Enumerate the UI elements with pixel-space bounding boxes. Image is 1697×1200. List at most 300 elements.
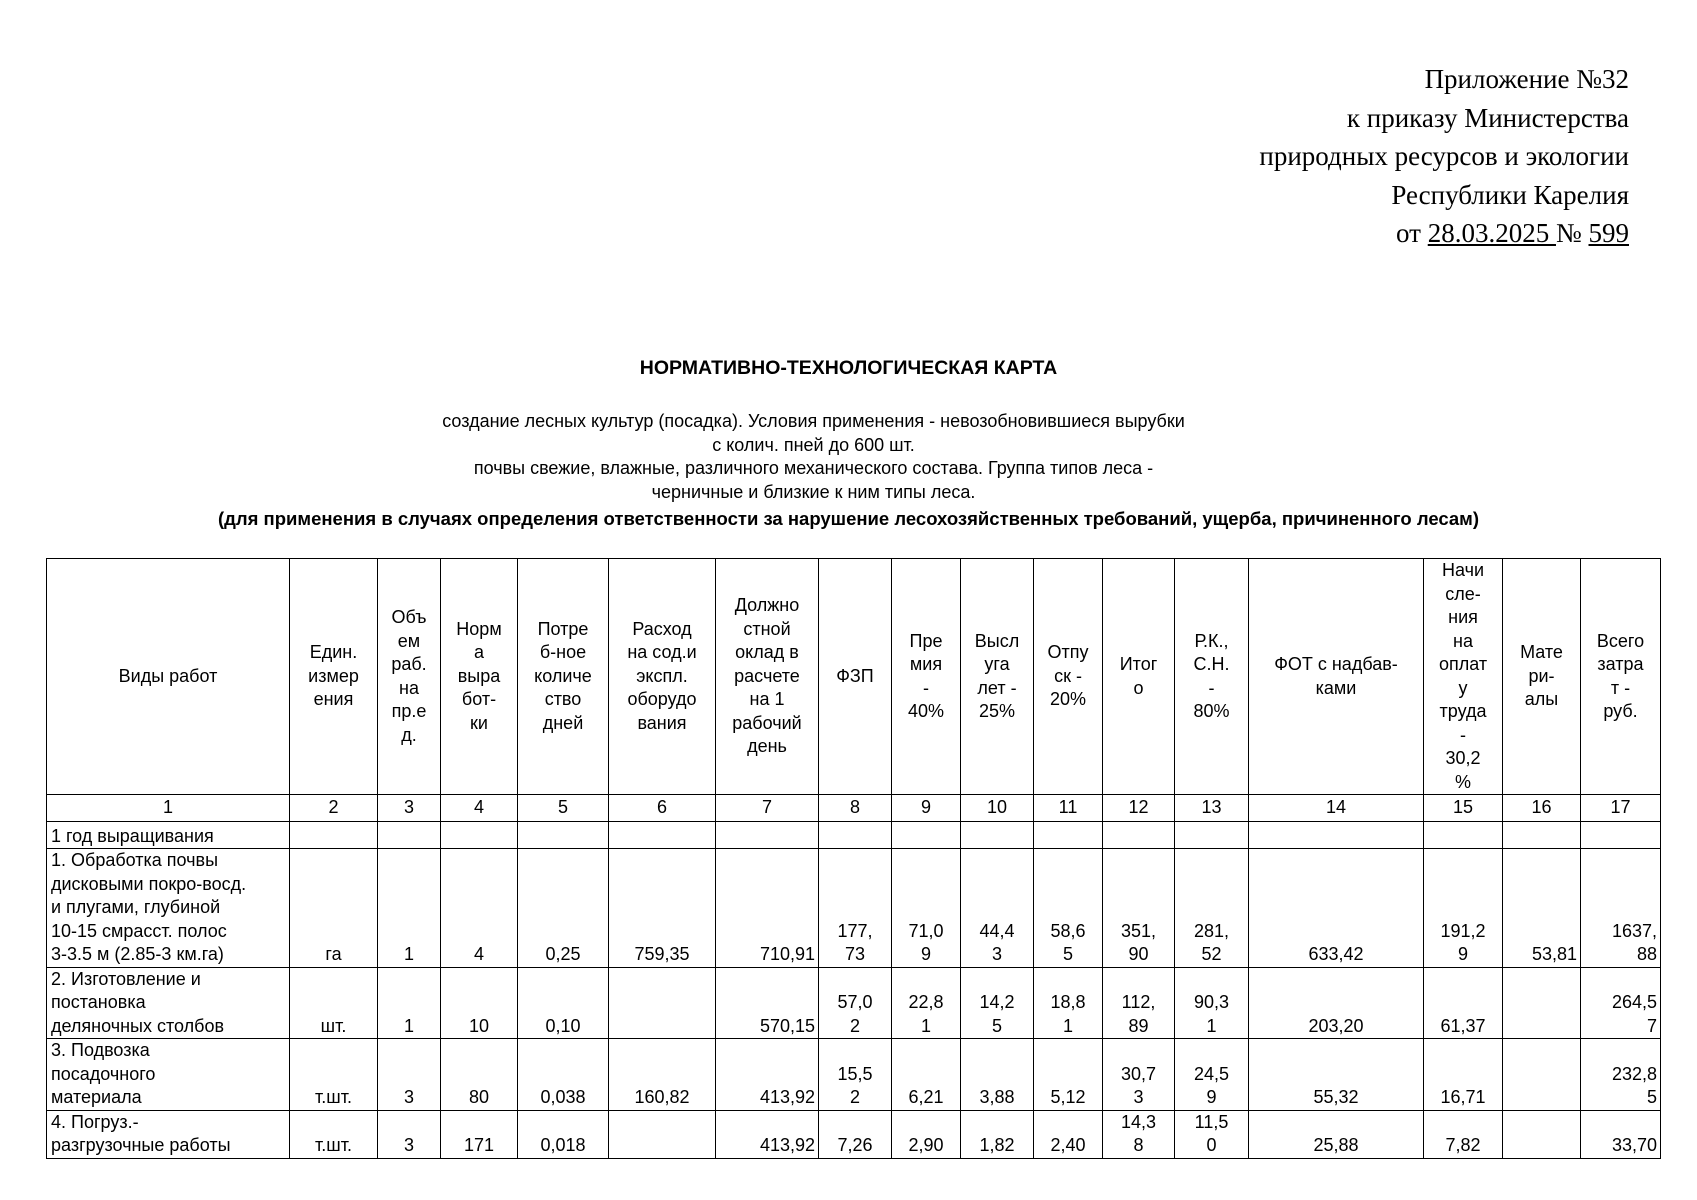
column-header-line: вания — [637, 712, 687, 733]
data-cell — [1581, 1039, 1661, 1111]
data-cell — [1103, 849, 1175, 968]
column-header-line: на — [399, 677, 419, 698]
column-header-line: Мате — [1520, 642, 1563, 663]
column-number: 10 — [961, 795, 1034, 822]
column-number: 12 — [1103, 795, 1175, 822]
data-cell — [1424, 967, 1503, 1039]
data-cell-line: 2,90 — [908, 1135, 944, 1155]
data-cell — [518, 1039, 609, 1111]
data-cell-line: 11,5 — [1194, 1111, 1229, 1132]
data-cell-line: 44,4 — [979, 920, 1015, 941]
column-header-line: Высл — [974, 630, 1020, 651]
work-type-cell-line: 3-3.5 м (2.85-3 км.га) — [51, 944, 224, 964]
column-header-line: ство — [544, 689, 582, 710]
empty-cell — [1034, 822, 1103, 849]
data-cell — [378, 849, 441, 968]
data-cell-line: 5,12 — [1050, 1087, 1086, 1107]
column-header-line: Р.К., — [1194, 630, 1229, 651]
data-cell-line: 57,0 — [837, 992, 873, 1012]
data-cell — [290, 967, 378, 1039]
column-header-line: на — [1453, 630, 1473, 651]
data-cell-line: 1637, — [1611, 920, 1657, 941]
data-cell-line: 7,82 — [1445, 1135, 1481, 1155]
group-label: 1 год выращивания — [47, 822, 290, 849]
data-cell-line: 3,88 — [979, 1087, 1015, 1107]
conditions-line-1: создание лесных культур (посадка). Условия применения - невозобновившиеся вырубки — [442, 411, 1185, 431]
data-cell-line: 89 — [1128, 1015, 1149, 1036]
appendix-line-3: природных ресурсов и экологии — [1259, 141, 1629, 171]
data-cell — [1175, 849, 1249, 968]
data-cell-line: 6,21 — [908, 1087, 944, 1107]
work-type-cell-line: посадочного — [51, 1063, 156, 1084]
data-cell — [1249, 1039, 1424, 1111]
data-cell-line: 30,7 — [1120, 1063, 1157, 1084]
column-header-line: выра — [457, 665, 501, 686]
data-cell — [1503, 967, 1581, 1039]
data-cell-line: 24,5 — [1193, 1063, 1230, 1084]
group-row — [47, 822, 1661, 849]
column-header-line: 30,2 — [1445, 748, 1481, 768]
data-cell — [961, 1110, 1034, 1158]
data-cell — [819, 849, 892, 968]
column-number: 13 — [1175, 795, 1249, 822]
column-number: 6 — [609, 795, 716, 822]
column-number: 2 — [290, 795, 378, 822]
data-cell-line: 9 — [920, 944, 931, 964]
data-cell-line: 2 — [849, 1015, 860, 1036]
column-header-line: расчете — [734, 665, 800, 686]
data-cell — [1103, 967, 1175, 1039]
data-cell-line: 0 — [1206, 1135, 1217, 1155]
column-header-line: раб. — [391, 654, 427, 674]
data-cell-line: 281, — [1193, 920, 1230, 941]
data-cell — [378, 1110, 441, 1158]
data-cell-line: 58,6 — [1050, 920, 1086, 941]
column-header-line: % — [1454, 771, 1471, 792]
data-cell-line: 3 — [403, 1135, 414, 1155]
column-number: 9 — [892, 795, 961, 822]
data-cell — [892, 849, 961, 968]
column-header-line: Един. — [309, 642, 358, 663]
empty-cell — [1103, 822, 1175, 849]
work-type-cell — [47, 967, 290, 1039]
data-cell — [1581, 1110, 1661, 1158]
work-type-cell-line: 2. Изготовление и — [51, 968, 201, 989]
column-header-line: сле- — [1445, 583, 1481, 604]
data-cell — [441, 849, 518, 968]
column-header-line: на сод.и — [627, 642, 697, 663]
column-header-line: затра — [1597, 654, 1644, 674]
data-cell-line: 14,3 — [1120, 1111, 1157, 1132]
table-row — [47, 967, 1661, 1039]
column-header-line: алы — [1524, 689, 1559, 710]
empty-cell — [1249, 822, 1424, 849]
data-cell-line: 0,018 — [540, 1135, 586, 1155]
data-cell — [1424, 1039, 1503, 1111]
column-header-line: о — [1133, 677, 1144, 698]
column-header-line: Отпу — [1047, 642, 1089, 663]
data-cell — [1034, 967, 1103, 1039]
data-cell — [441, 1039, 518, 1111]
column-header — [1424, 559, 1503, 795]
empty-cell — [1424, 822, 1503, 849]
data-cell-line: 160,82 — [634, 1087, 690, 1107]
work-type-cell-line: дисковыми покро-восд. — [51, 873, 247, 894]
empty-cell — [716, 822, 819, 849]
data-cell-line: 232,8 — [1611, 1063, 1657, 1084]
data-cell-line: 16,71 — [1440, 1087, 1486, 1107]
data-cell-line: 1 — [403, 944, 414, 964]
column-header-line: оплат — [1438, 654, 1488, 674]
data-cell — [1175, 967, 1249, 1039]
data-cell — [716, 1110, 819, 1158]
column-number: 14 — [1249, 795, 1424, 822]
column-header-line: ем — [397, 630, 421, 651]
column-header-line: Расход — [632, 618, 692, 639]
data-cell — [290, 849, 378, 968]
data-cell-line: 413,92 — [759, 1087, 815, 1107]
data-cell-line: 177, — [837, 920, 873, 941]
data-cell-line: 2 — [849, 1087, 860, 1107]
data-cell-line: 61,37 — [1440, 1015, 1486, 1036]
column-header — [518, 559, 609, 795]
data-cell-line: т.шт. — [315, 1087, 352, 1107]
data-cell-line: 71,0 — [908, 920, 944, 941]
column-number: 16 — [1503, 795, 1581, 822]
column-header-line: день — [747, 736, 787, 757]
data-cell — [892, 1110, 961, 1158]
column-number: 17 — [1581, 795, 1661, 822]
column-header-line: у — [1458, 677, 1468, 698]
data-cell — [441, 1110, 518, 1158]
order-number: 599 — [1588, 218, 1629, 248]
data-cell — [518, 967, 609, 1039]
appendix-line-1: Приложение №32 — [1424, 64, 1629, 94]
empty-cell — [892, 822, 961, 849]
data-cell-line: 1 — [920, 1015, 931, 1036]
column-number: 7 — [716, 795, 819, 822]
column-header-line: ки — [470, 712, 488, 733]
column-header-line: Начи — [1441, 560, 1485, 580]
column-number: 5 — [518, 795, 609, 822]
column-header — [1503, 559, 1581, 795]
table-row — [47, 849, 1661, 968]
data-cell — [819, 1039, 892, 1111]
data-cell-line: га — [325, 944, 342, 964]
data-cell-line: 4 — [473, 944, 484, 964]
column-header — [290, 559, 378, 795]
data-cell — [1103, 1039, 1175, 1111]
data-cell — [1249, 1110, 1424, 1158]
data-cell-line: 14,2 — [979, 992, 1015, 1012]
data-cell — [1034, 849, 1103, 968]
column-header-line: ния — [1448, 607, 1478, 627]
data-cell — [1249, 849, 1424, 968]
data-cell — [378, 967, 441, 1039]
data-cell-line: 8 — [1133, 1135, 1144, 1155]
data-cell-line: 759,35 — [634, 944, 690, 964]
data-cell — [1249, 967, 1424, 1039]
empty-cell — [1581, 822, 1661, 849]
tech-map-table — [46, 558, 1661, 1159]
data-cell-line: 3 — [403, 1087, 414, 1107]
column-number: 15 — [1424, 795, 1503, 822]
data-cell-line: 10 — [468, 1015, 490, 1036]
conditions-line-2: с колич. пней до 600 шт. — [712, 434, 915, 455]
column-header-line: бот- — [461, 689, 497, 710]
data-cell — [1503, 849, 1581, 968]
column-header-line: Норм — [456, 618, 502, 639]
column-header-line: - — [1208, 677, 1215, 698]
data-cell — [961, 1039, 1034, 1111]
column-header — [1175, 559, 1249, 795]
column-header-line: Итог — [1119, 654, 1158, 674]
column-header-line: количе — [534, 665, 592, 686]
column-header-line: Должно — [734, 595, 800, 616]
column-header-line: 40% — [907, 701, 945, 721]
appendix-line-4: Республики Карелия — [1391, 179, 1629, 210]
data-cell-line: 55,32 — [1313, 1087, 1359, 1107]
column-header — [1581, 559, 1661, 795]
data-cell — [378, 1039, 441, 1111]
column-header-line: ск - — [1054, 665, 1082, 686]
data-cell — [609, 967, 716, 1039]
order-date: 28.03.2025 — [1427, 218, 1556, 248]
data-cell-line: 3 — [1133, 1087, 1144, 1107]
column-header-line: труда — [1439, 701, 1487, 721]
data-cell-line: 9 — [1206, 1087, 1217, 1107]
data-cell-line: 22,8 — [908, 992, 944, 1012]
column-header-line: измер — [308, 665, 359, 686]
data-cell — [1034, 1110, 1103, 1158]
work-type-cell-line: постановка — [51, 992, 146, 1012]
column-header-line: С.Н. — [1193, 654, 1230, 674]
empty-cell — [961, 822, 1034, 849]
data-cell — [716, 849, 819, 968]
data-cell — [1503, 1039, 1581, 1111]
column-header — [892, 559, 961, 795]
data-cell — [1581, 967, 1661, 1039]
data-cell — [1424, 849, 1503, 968]
column-header-line: 20% — [1049, 689, 1087, 710]
column-header-line: стной — [743, 618, 791, 639]
work-type-cell-line: и плугами, глубиной — [51, 897, 221, 917]
column-header — [378, 559, 441, 795]
column-header-line: оборудо — [627, 689, 697, 710]
data-cell-line: 0,25 — [545, 944, 581, 964]
data-cell — [1103, 1110, 1175, 1158]
data-cell-line: 203,20 — [1308, 1015, 1364, 1036]
header-row — [47, 559, 1661, 795]
column-header-line: экспл. — [636, 665, 688, 686]
data-cell — [892, 1039, 961, 1111]
column-header-line: дней — [542, 712, 584, 733]
work-type-cell — [47, 1039, 290, 1111]
column-header-line: рабочий — [732, 712, 802, 733]
data-cell-line: 351, — [1120, 920, 1157, 941]
conditions-block — [0, 410, 1627, 504]
column-header-line: оклад в — [735, 642, 799, 663]
column-number-row — [47, 795, 1661, 822]
data-cell-line: 1 — [1206, 1015, 1217, 1036]
data-cell-line: 15,5 — [837, 1063, 873, 1084]
work-type-cell-line: 3. Подвозка — [51, 1040, 150, 1060]
column-header-line: д. — [401, 724, 417, 745]
empty-cell — [378, 822, 441, 849]
data-cell — [609, 1110, 716, 1158]
data-cell-line: 80 — [468, 1087, 490, 1107]
data-cell-line: 0,10 — [545, 1015, 581, 1036]
column-number: 11 — [1034, 795, 1103, 822]
data-cell-line: 7,26 — [837, 1135, 873, 1155]
work-type-cell-line: деляночных столбов — [51, 1015, 225, 1036]
data-cell-line: 18,8 — [1050, 992, 1086, 1012]
empty-cell — [441, 822, 518, 849]
data-cell — [961, 849, 1034, 968]
application-note: (для применения в случаях определения ответственности за нарушение лесохозяйственных требований, ущерба, причиненного лесам) — [217, 508, 1480, 529]
work-type-cell-line: 4. Погруз.- — [51, 1111, 139, 1132]
work-type-cell — [47, 849, 290, 968]
order-number-sign: № — [1555, 218, 1582, 248]
column-header-line: Потре — [537, 618, 589, 639]
data-cell — [892, 967, 961, 1039]
work-type-cell-line: 10-15 смрасст. полос — [51, 920, 227, 941]
work-type-cell-line: 1. Обработка почвы — [51, 850, 219, 870]
column-header-line: руб. — [1603, 701, 1638, 721]
conditions-line-4: черничные и близкие к ним типы леса. — [651, 481, 976, 502]
column-header-line: ри- — [1528, 665, 1555, 686]
column-header-line: ения — [313, 689, 354, 710]
work-type-cell — [47, 1110, 290, 1158]
work-type-cell-line: разгрузочные работы — [51, 1135, 231, 1155]
data-cell-line: 413,92 — [759, 1135, 815, 1155]
data-cell-line: т.шт. — [315, 1135, 352, 1155]
column-header-line: 25% — [978, 701, 1016, 721]
column-number: 3 — [378, 795, 441, 822]
column-header-line: мия — [909, 654, 943, 674]
data-cell — [1175, 1110, 1249, 1158]
column-header — [819, 559, 892, 795]
data-cell-line: 88 — [1636, 944, 1657, 964]
column-number: 8 — [819, 795, 892, 822]
data-cell — [1034, 1039, 1103, 1111]
data-cell — [290, 1110, 378, 1158]
column-header-line: а — [473, 642, 484, 663]
column-header-line: на 1 — [749, 689, 785, 710]
data-cell-line: 264,5 — [1611, 992, 1657, 1012]
empty-cell — [290, 822, 378, 849]
data-cell-line: 52 — [1201, 944, 1222, 964]
data-cell — [1503, 1110, 1581, 1158]
column-header-line: ками — [1315, 677, 1357, 698]
data-cell-line: 5 — [1646, 1087, 1657, 1107]
data-cell — [290, 1039, 378, 1111]
data-cell-line: 0,038 — [540, 1087, 586, 1107]
data-cell — [1581, 849, 1661, 968]
data-cell-line: 73 — [844, 944, 866, 964]
data-cell-line: 9 — [1457, 944, 1468, 964]
data-cell — [441, 967, 518, 1039]
order-reference — [1069, 214, 1629, 253]
empty-cell — [1503, 822, 1581, 849]
column-header-line: т - — [1610, 677, 1631, 698]
data-cell-line: 1 — [403, 1015, 414, 1036]
column-header-line: уга — [984, 654, 1010, 674]
data-cell — [961, 967, 1034, 1039]
column-header-line: Пре — [909, 630, 943, 651]
data-cell-line: 1 — [1062, 1015, 1073, 1036]
column-header — [1034, 559, 1103, 795]
column-header — [441, 559, 518, 795]
data-cell-line: 633,42 — [1308, 944, 1364, 964]
data-cell-line: 3 — [991, 944, 1002, 964]
column-header — [47, 559, 290, 795]
data-cell — [1424, 1110, 1503, 1158]
table-row — [47, 1039, 1661, 1111]
data-cell — [1175, 1039, 1249, 1111]
data-cell — [819, 1110, 892, 1158]
data-cell-line: 90,3 — [1193, 992, 1230, 1012]
data-cell — [518, 1110, 609, 1158]
empty-cell — [609, 822, 716, 849]
empty-cell — [1175, 822, 1249, 849]
data-cell — [518, 849, 609, 968]
data-cell — [609, 849, 716, 968]
column-header — [716, 559, 819, 795]
empty-cell — [819, 822, 892, 849]
document-title: НОРМАТИВНО-ТЕХНОЛОГИЧЕСКАЯ КАРТА — [639, 357, 1058, 379]
data-cell — [716, 1039, 819, 1111]
column-header-line: лет - — [977, 677, 1017, 698]
data-cell-line: 112, — [1121, 992, 1156, 1012]
column-header — [961, 559, 1034, 795]
data-cell-line: 25,88 — [1313, 1135, 1359, 1155]
data-cell-line: 90 — [1128, 944, 1149, 964]
work-type-cell-line: материала — [51, 1087, 142, 1107]
column-header-line: Объ — [391, 607, 427, 627]
column-number: 1 — [47, 795, 290, 822]
data-cell — [819, 967, 892, 1039]
data-cell-line: 171 — [463, 1135, 495, 1155]
column-header-line: б-ное — [539, 642, 587, 663]
table-row — [47, 1110, 1661, 1158]
column-header-line: Виды работ — [118, 665, 218, 686]
column-number: 4 — [441, 795, 518, 822]
column-header-line: 80% — [1193, 701, 1230, 721]
column-header-line: Всего — [1596, 630, 1645, 651]
column-header-line: - — [1460, 724, 1466, 745]
appendix-line-2: к приказу Министерства — [1346, 102, 1629, 133]
column-header — [1103, 559, 1175, 795]
column-header-line: ФЗП — [836, 665, 874, 686]
data-cell — [609, 1039, 716, 1111]
data-cell-line: 570,15 — [759, 1015, 815, 1036]
data-cell-line: шт. — [320, 1015, 347, 1036]
column-header-line: - — [923, 677, 929, 698]
data-cell-line: 5 — [1062, 944, 1073, 964]
empty-cell — [518, 822, 609, 849]
appendix-block — [1069, 60, 1629, 253]
column-header — [609, 559, 716, 795]
column-header-line: ФОТ с надбав- — [1274, 654, 1398, 674]
data-cell-line: 53,81 — [1531, 944, 1577, 964]
order-prefix: от — [1396, 218, 1421, 248]
data-cell-line: 5 — [991, 1015, 1002, 1036]
column-header — [1249, 559, 1424, 795]
data-cell-line: 2,40 — [1050, 1135, 1086, 1155]
data-cell-line: 1,82 — [979, 1135, 1015, 1155]
column-header-line: пр.е — [391, 701, 427, 721]
